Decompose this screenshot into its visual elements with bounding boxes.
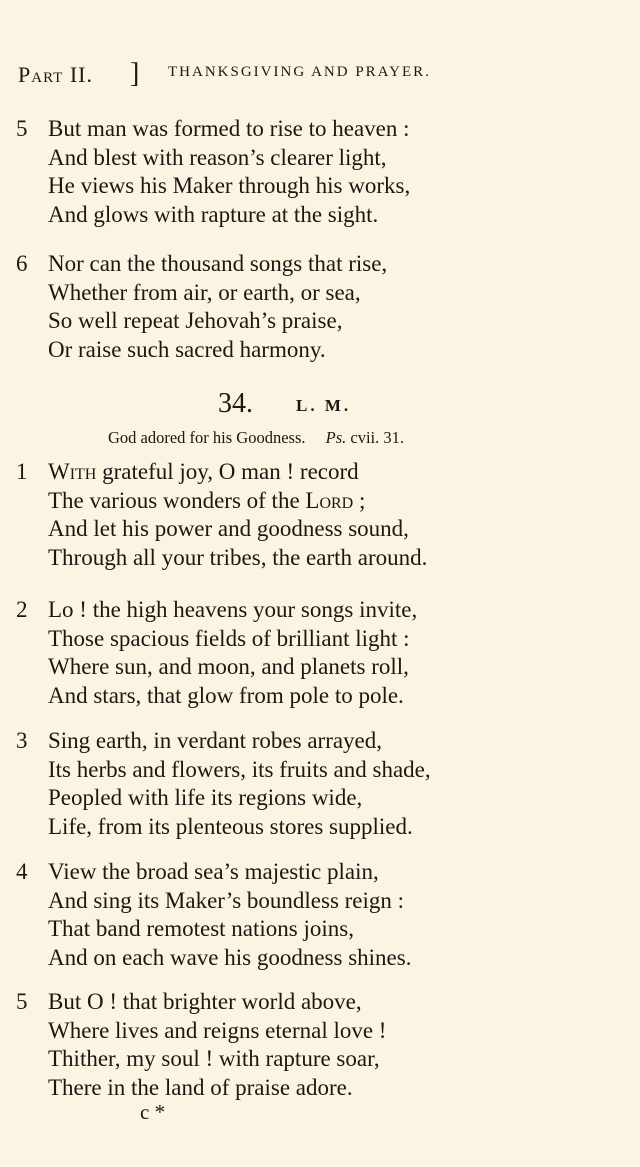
stanza-number: 5 [16, 116, 28, 141]
part-label: Part II. [18, 62, 93, 87]
verse-line: Where sun, and moon, and planets roll, [48, 654, 409, 679]
signature-mark: c * [140, 1100, 166, 1124]
stanza-number: 4 [16, 859, 28, 884]
first-word: With [48, 459, 97, 484]
scripture-book: Ps. [325, 428, 347, 447]
verse-line: Where lives and reigns eternal love ! [48, 1017, 387, 1043]
stanza-number: 2 [16, 597, 28, 622]
verse-line: And sing its Maker’s boundless reign : [48, 887, 405, 913]
stanza-number: 6 [16, 251, 28, 276]
verse-line: Whether from air, or earth, or sea, [48, 279, 361, 305]
header-bracket: ] [130, 58, 141, 89]
verse-line: Its herbs and flowers, its fruits and shade, [48, 756, 431, 782]
verse-line: Peopled with life its regions wide, [48, 785, 363, 810]
verse-line: That band remotest nations joins, [48, 916, 354, 941]
stanza-number: 1 [16, 459, 28, 484]
verse-line-text: grateful joy, O man ! record [96, 459, 359, 484]
verse-line: Thither, my soul ! with rapture soar, [48, 1046, 380, 1071]
verse-line [48, 487, 365, 516]
stanza-number: 3 [16, 728, 28, 753]
verse-line: So well repeat Jehovah’s praise, [48, 308, 343, 333]
hymn-heading [0, 388, 640, 428]
running-header [18, 58, 618, 92]
hymn-subtitle [108, 428, 608, 448]
verse-line-punct: ; [353, 487, 366, 513]
verse-line: And blest with reason’s clearer light, [48, 144, 387, 170]
verse-line: Nor can the thousand songs that rise, [48, 251, 388, 276]
verse-line: Sing earth, in verdant robes arrayed, [48, 728, 383, 753]
hymn-theme: God adored for his Goodness. [108, 428, 306, 447]
verse-line: Or raise such sacred harmony. [48, 336, 326, 362]
hymn-number: 34. [218, 388, 253, 419]
verse-line [48, 458, 359, 487]
verse-line: And stars, that glow from pole to pole. [48, 682, 404, 708]
verse-line: Those spacious fields of brilliant light : [48, 625, 410, 651]
verse-line: He views his Maker through his works, [48, 173, 411, 198]
verse-line: Lo ! the high heavens your songs invite, [48, 597, 418, 622]
verse-line: View the broad sea’s majestic plain, [48, 859, 379, 884]
verse-line: Through all your tribes, the earth around. [48, 544, 428, 570]
verse-line-text: The various wonders of the [48, 487, 306, 513]
verse-line: And on each wave his goodness shines. [48, 944, 412, 970]
scripture-ref: cvii. 31. [350, 428, 405, 447]
verse-line: But man was formed to rise to heaven : [48, 116, 410, 141]
verse-line: But O ! that brighter world above, [48, 989, 362, 1014]
verse-line: And let his power and goodness sound, [48, 516, 409, 541]
section-title: THANKSGIVING AND PRAYER. [168, 64, 431, 80]
lord-word: Lord [305, 487, 354, 513]
verse-line: And glows with rapture at the sight. [48, 201, 379, 227]
stanza-number: 5 [16, 989, 28, 1014]
hymn-meter: L. M. [296, 396, 352, 415]
verse-line: There in the land of praise adore. [48, 1074, 353, 1100]
verse-line: Life, from its plenteous stores supplied. [48, 813, 413, 839]
